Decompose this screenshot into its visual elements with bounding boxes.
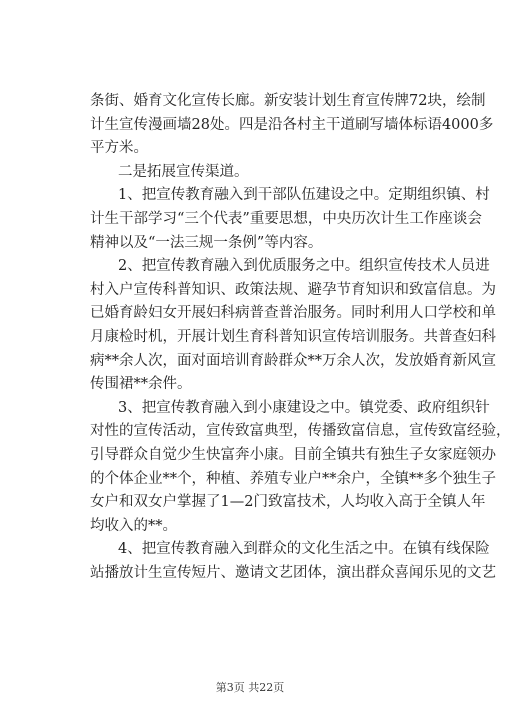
text-line: 引导群众自觉少生快富奔小康。目前全镇共有独生子女家庭领办 xyxy=(90,446,496,463)
text-line: 对性的宣传活动，宣传致富典型，传播致富信息，宣传致富经验， xyxy=(90,423,511,440)
text-line: 女户和双女户掌握了1—2门致富技术，人均收入高于全镇人年 xyxy=(90,494,486,511)
text-line: 传围裙**余件。 xyxy=(90,376,192,393)
text-line: 1、把宣传教育融入到干部队伍建设之中。定期组织镇、村 xyxy=(118,187,490,204)
text-line: 站播放计生宣传短片、邀请文艺团体，演出群众喜闻乐见的文艺 xyxy=(90,564,496,581)
text-line: 4、把宣传教育融入到群众的文化生活之中。在镇有线保险 xyxy=(118,541,490,558)
text-line: 平方米。 xyxy=(90,140,148,157)
text-line: 均收入的**。 xyxy=(90,517,177,534)
text-line: 的个体企业**个，种植、养殖专业户**余户，全镇**多个独生子 xyxy=(90,470,496,487)
text-line: 村入户宣传科普知识、政策法规、避孕节育知识和致富信息。为 xyxy=(90,281,496,298)
text-line: 计生干部学习“三个代表”重要思想，中央历次计生工作座谈会 xyxy=(90,210,482,227)
text-line: 已婚育龄妇女开展妇科病普查普治服务。同时利用人口学校和单 xyxy=(90,305,496,322)
text-line: 2、把宣传教育融入到优质服务之中。组织宣传技术人员进 xyxy=(118,258,490,275)
text-line: 计生宣传漫画墙28处。四是沿各村主干道刷写墙体标语4000多 xyxy=(90,116,494,133)
text-line: 3、把宣传教育融入到小康建设之中。镇党委、政府组织针 xyxy=(118,399,490,416)
text-line: 精神以及“一法三规一条例”等内容。 xyxy=(90,234,323,251)
section-heading: 二是拓展宣传渠道。 xyxy=(118,163,249,180)
text-line: 月康检时机，开展计划生育科普知识宣传培训服务。共普查妇科 xyxy=(90,328,496,345)
text-line: 条街、婚育文化宣传长廊。新安装计划生育宣传牌72块，绘制 xyxy=(90,93,486,109)
text-line: 病**余人次，面对面培训育龄群众**万余人次，发放婚育新风宣 xyxy=(90,352,496,369)
page-footer: 第3页 共22页 xyxy=(215,681,285,694)
document-body xyxy=(90,90,511,585)
